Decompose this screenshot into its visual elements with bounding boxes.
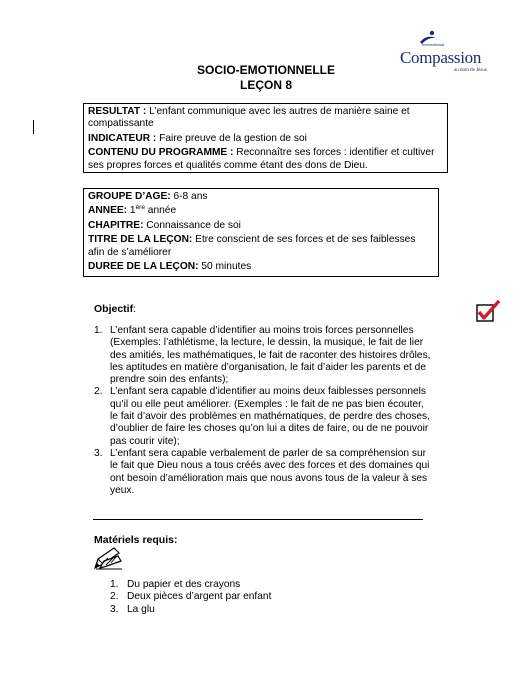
duree-label: DUREE DE LA LEÇON: [88,261,199,273]
logo-small-text: International [422,42,445,47]
contenu-text: Reconnaître ses forces : identifier et cultiver ses propres forces et qualités comme étant des dons de Dieu. [88,147,435,171]
indicateur-label: INDICATEUR : [88,132,157,144]
chapitre-text: Connaissance de soi [143,219,241,231]
groupe-line [88,191,434,203]
chapitre-line [88,220,434,232]
checked-box-icon [475,298,501,324]
titre-text: Etre conscient de ses forces et de ses faiblesses afin de s’améliorer [88,234,416,258]
lesson-info-box [83,188,439,277]
list-item [94,604,271,616]
objectif-list [94,325,434,497]
list-text: Du papier et des crayons [127,579,241,590]
annee-label: ANNEE: [88,205,128,217]
list-item [94,448,434,497]
page-title-line2: LEÇON 8 [239,78,292,92]
materiels-heading: Matériels requis: [94,534,178,546]
resultat-label: RESULTAT : [88,106,147,117]
list-number: 3. [110,603,119,615]
groupe-label: GROUPE D’AGE: [88,191,171,202]
divider [93,519,423,520]
indicateur-text: Faire preuve de la gestion de soi [156,132,307,144]
list-number: 3. [94,447,103,459]
contenu-line [88,147,443,172]
page-title-line1: SOCIO-EMOTIONNELLE [197,63,335,77]
logo-name: Compassion [400,48,482,67]
annee-num: 1 [127,205,136,217]
objectif-heading [94,303,136,315]
list-text: Deux pièces d’argent par enfant [127,591,272,603]
list-number: 2. [94,386,103,398]
objectif-heading-text: Objectif [94,303,134,315]
logo-tagline: au nom de Jésus [454,68,487,73]
list-number: 1. [94,325,103,336]
list-number: 2. [110,591,119,603]
text-cursor [33,120,34,134]
list-item [94,386,434,447]
list-item [94,325,434,386]
groupe-text: 6-8 ans [170,191,208,202]
list-text: La glu [127,603,155,615]
resultat-line [88,106,443,131]
list-number: 1. [110,579,119,590]
titre-line [88,234,434,259]
titre-label: TITRE DE LA LEÇON: [88,234,193,246]
annee-sup: ère [135,204,145,212]
duree-line [88,261,434,273]
outcome-box [83,103,448,173]
objectif-heading-colon: : [133,303,137,315]
list-text: L’enfant sera capable d’identifier au moins trois forces personnelles (Exemples: l’athlétisme, la lecture, le dessin, la musique, le fait de lier des amitiés, les mathématiques, le fait de raconter des histoires drôles, les aptitudes en matière d’organisation, le fait d’aider les parents et de prendre soin des enfants); [110,325,431,386]
list-text: L’enfant sera capable verbalement de parler de sa compréhension sur le fait que Dieu nous a tous créés avec des forces et des domaines qui ont besoin d’amélioration mais que nous avons tous de la valeur à ses yeux. [110,447,430,496]
contenu-label: CONTENU DU PROGRAMME : [88,147,234,159]
materiels-list [94,579,271,616]
list-text: L’enfant sera capable d’identifier au moins deux faiblesses personnels qu’il ou elle peut améliorer. (Exemples : le fait de ne pas bien écouter, le fait d’avoir des problèmes en mathématiques, de perdre des choses, d’oublier de faire les choses qu’on lui a dites de faire, ou de ne pouvoir pas courir vite); [110,386,430,447]
pencils-icon [94,546,124,570]
annee-line [88,205,434,217]
annee-text: année [144,205,177,217]
chapitre-label: CHAPITRE: [88,219,144,231]
list-item [94,591,271,603]
duree-text: 50 minutes [198,261,252,273]
resultat-text: L’enfant communique avec les autres de manière saine et compatissante [88,106,410,130]
list-item [94,579,271,591]
indicateur-line [88,133,443,145]
